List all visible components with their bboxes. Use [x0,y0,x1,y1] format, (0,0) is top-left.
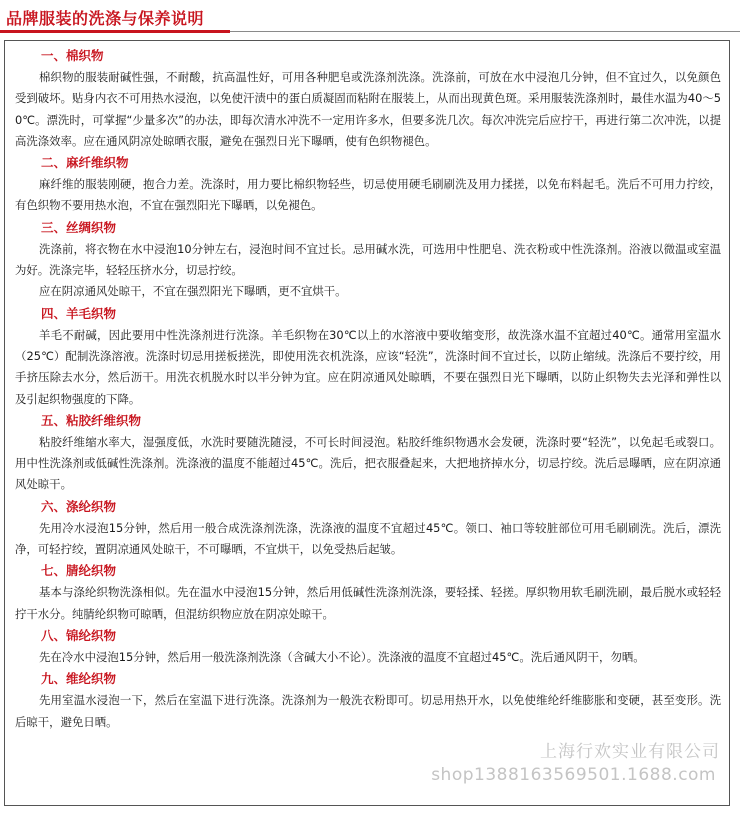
section-heading: 九、维纶织物 [41,671,117,687]
section [15,497,721,561]
page-title: 品牌服装的洗涤与保养说明 [6,9,205,28]
section-heading: 五、粘胶纤维织物 [41,412,142,428]
care-instructions-panel [4,40,730,806]
section [15,218,721,303]
section-paragraph: 麻纤维的服装刚硬，抱合力差。洗涤时，用力要比棉织物轻些，切忌使用硬毛刷刷洗及用力揉搓，以免布料起毛。洗后不可用力拧绞，有色织物不要用热水泡，不宜在强烈阳光下曝晒，以免褪色。 [15,177,721,213]
section [15,411,721,496]
section [15,626,721,668]
section-heading: 七、腈纶织物 [41,563,117,579]
section-paragraph: 基本与涤纶织物洗涤相似。先在温水中浸泡15分钟，然后用低碱性洗涤剂洗涤，要轻揉、轻搓。厚织物用软毛刷洗刷，最后脱水或轻轻拧干水分。纯腈纶织物可晾晒，但混纺织物应放在阴凉处晾干。 [15,585,721,621]
section-paragraph: 羊毛不耐碱，因此要用中性洗涤剂进行洗涤。羊毛织物在30℃以上的水溶液中要收缩变形，故洗涤水温不宜超过40℃。通常用室温水（25℃）配制洗涤溶液。洗涤时切忌用搓板搓洗，即使用洗衣机洗涤，应该“轻洗”，洗涤时间不宜过长，以防止缩绒。洗涤后不要拧绞，用手挤压除去水分，然后沥干。用洗衣机脱水时以半分钟为宜。应在阴凉通风处晾晒，不要在强烈日光下曝晒，以防止织物失去光泽和弹性以及引起织物强度的下降。 [15,327,721,406]
section-paragraph: 粘胶纤维缩水率大，湿强度低，水洗时要随洗随浸，不可长时间浸泡。粘胶纤维织物遇水会发硬，洗涤时要“轻洗”，以免起毛或裂口。用中性洗涤剂或低碱性洗涤剂。洗涤液的温度不能超过45℃。洗后，把衣服叠起来，大把地挤掉水分，切忌拧绞。洗后忌曝晒，应在阴凉通风处晾干。 [15,434,721,492]
section-paragraph: 先用冷水浸泡15分钟，然后用一般合成洗涤剂洗涤，洗涤液的温度不宜超过45℃。领口、袖口等较脏部位可用毛刷刷洗。洗后，漂洗净，可轻拧绞，置阴凉通风处晾干，不可曝晒，不宜烘干，以免受热后起皱。 [15,520,721,557]
section [15,304,721,410]
section-paragraph: 棉织物的服装耐碱性强，不耐酸，抗高温性好，可用各种肥皂或洗涤剂洗涤。洗涤前，可放在水中浸泡几分钟，但不宜过久，以免颜色受到破坏。贴身内衣不可用热水浸泡，以免使汗渍中的蛋白质凝固而粘附在服装上，从而出现黄色斑。采用服装洗涤剂时，最佳水温为40～50℃。漂洗时，可掌握“少量多次”的办法，即每次清水冲洗不一定用许多水，但要多洗几次。每次冲洗完后应拧干，再进行第二次冲洗，以提高洗涤效率。应在通风阴凉处晾晒衣服，避免在强烈日光下曝晒，使有色织物褪色。 [15,70,721,148]
watermark-url: shop1388163569501.1688.com [431,765,716,785]
section-paragraph: 应在阴凉通风处晾干，不宜在强烈阳光下曝晒，更不宜烘干。 [39,284,347,299]
section-heading: 四、羊毛织物 [41,305,117,321]
sections-container [15,45,721,733]
watermark-company: 上海行欢实业有限公司 [540,742,720,762]
section-paragraph: 先用室温水浸泡一下，然后在室温下进行洗涤。洗涤剂为一般洗衣粉即可。切忌用热开水，以免使维纶纤维膨胀和变硬，甚至变形。洗后晾干，避免日晒。 [15,693,721,729]
section [15,153,721,217]
section-paragraph: 先在冷水中浸泡15分钟，然后用一般洗涤剂洗涤（含碱大小不论）。洗涤液的温度不宜超过45℃。洗后通风阴干，勿晒。 [39,649,645,664]
section-heading: 二、麻纤维织物 [41,155,129,171]
section-heading: 三、丝绸织物 [41,219,117,235]
title-accent-bar [0,30,230,33]
section [15,46,721,152]
section-paragraph: 洗涤前，将衣物在水中浸泡10分钟左右，浸泡时间不宜过长。忌用碱水洗，可选用中性肥皂、洗衣粉或中性洗涤剂。浴液以微温或室温为好。洗涤完毕，轻轻压挤水分，切忌拧绞。 [15,241,721,278]
section [15,669,721,733]
section-heading: 六、涤纶织物 [41,498,117,514]
section [15,561,721,625]
section-heading: 八、锦纶织物 [41,627,117,643]
section-heading: 一、棉织物 [41,48,104,63]
